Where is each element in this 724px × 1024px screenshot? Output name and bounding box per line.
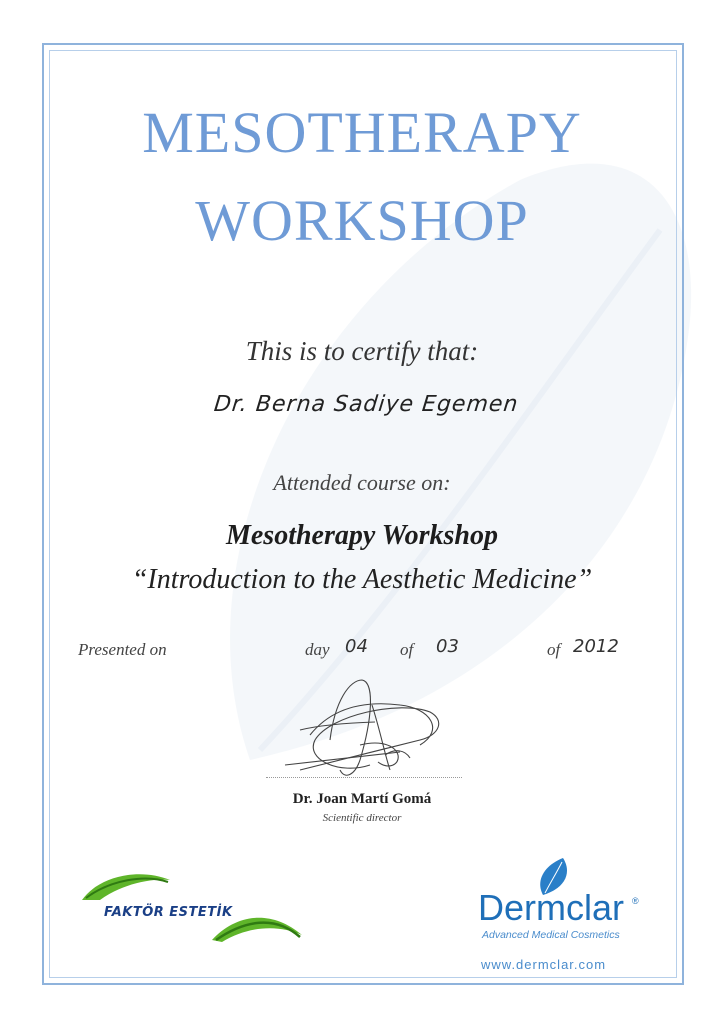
title-line-1: MESOTHERAPY	[142, 100, 582, 165]
dermclar-brand: Dermclar	[478, 887, 625, 928]
month-value: 03	[436, 636, 459, 657]
day-label: day	[305, 640, 330, 659]
presented-label: Presented on	[78, 640, 167, 659]
recipient-name: Dr. Berna Sadiye Egemen	[212, 392, 520, 417]
dermclar-tagline: Advanced Medical Cosmetics	[482, 929, 620, 941]
year-value: 2012	[573, 636, 619, 657]
certify-text: This is to certify that:	[245, 336, 479, 366]
website-link[interactable]: www.dermclar.com	[481, 957, 607, 972]
title-line-2: WORKSHOP	[195, 188, 529, 253]
signer-name: Dr. Joan Martí Gomá	[292, 791, 432, 807]
signer-role: Scientific director	[322, 812, 402, 824]
faktor-logo-text: FAKTÖR ESTETİK	[104, 905, 233, 920]
day-value: 04	[345, 636, 368, 657]
course-name: Mesotherapy Workshop	[225, 520, 498, 551]
attended-text: Attended course on:	[273, 470, 451, 495]
course-subtitle: “Introduction to the Aesthetic Medicine”	[131, 564, 593, 595]
of-label-2: of	[547, 640, 561, 659]
of-label-1: of	[400, 640, 414, 659]
registered-mark: ®	[632, 896, 639, 906]
